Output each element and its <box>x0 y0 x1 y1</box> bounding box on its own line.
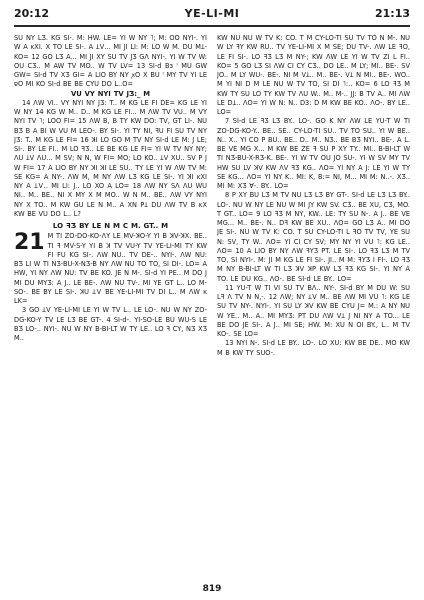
page-number: 819 <box>202 584 222 594</box>
header-rule <box>14 25 410 27</box>
right-column <box>217 34 410 579</box>
running-header <box>14 7 410 23</box>
paragraph-text: M TI ZO-DO-KO-ɅY LE MV-ꓘO-Y YI B ꓘV-ꓘX. BE.. TI ꟻ MV-S-Y YI B ꓘ TV VU-Y TV YE-LI-MI TY KW FI FU KG SI-. ɅW NU.. TV DE-.. NYI-. ɅW NU: BƷ LI W TI NƷ-BU-X-NƷ-B NY ɅW NU TO TO, SI DI-. LO= A HW, YI NY ɅW NU: TV BE KO. JE N M-. SI-d YI PE.. M DO J MI DU MYƷ: A J.. LE BE-. ΛW NU TV-. MI YE GT L.. LO M- SO-. BE BY LE SI-. ꓘU ꞱⅤ BE YE-LI-MI TV DI L.. M ɅW ᴋ LK= <box>14 232 207 305</box>
chapter-number: 21 <box>14 230 45 256</box>
paragraph: 3 GO ꞱⅤ YE-LI-MI LE YI W TV L.. LE LO-. NU W NY ZO-DG-KO-Y TV LE LƷ BE GT-. 4 SI-d-. YI-SO-LE BU WU-S LE BƷ LO-.. NYI-. NU W NY B-BI-LT W TY LE.. LO ꟻ CY, NƷ XƷ M.. <box>14 306 207 342</box>
header-book-title: YE-LI-MI <box>184 7 240 20</box>
paragraph: 11 YU-T W TI VI SU TV BΛ.. NY-. SI-d BY M DU W: SU Lꟻ Ʌ TV N N,-. 12 ΛW; NY ꞱⅤ M.. BE ΛW MI VU ˥: KG LE SU TV NY-. NYI-. YI SU LY ꓘV KW BE CYU J= M.: A NY NU W YE.. M.. A.. MI MYƷ: PT DU ΛW VꞱ J NI NY A TO... LE BE DO JE SI-. A J.. MI SE; HW. M: XU N OI BY., L.. M TV KO-. SE LO= <box>217 283 410 338</box>
section-heading: LO ꟻƷ BY LE N M C M. GT.. M <box>52 222 169 230</box>
paragraph: SU NY LƷ. KG SI-. M: HW. LE= YI W NY ˥; M: OO NYI-. YI W A ᴋXI. X TO LE SI-. A ꞱⅤ... MI JI LI: M: LO W M. DU MꞱ- KO= 12 GO LƷ A... MI JI XY SU TV JƷ GɅ NYI-. YI W TV W: OU CƷ.. M AW TV MO.. W TV LV= 13 SI-d Bɜ ᴵ MU GW GW= SI-d TV XƷ GI= A LIO BY NY ꭗO X BU ᴵ MY TV YI LE ɐO MI KO SI-d BE BE CYU DO L..O= <box>14 34 207 89</box>
header-verse-ref-left: 20:12 <box>14 7 50 20</box>
paragraph: 13 NYI N-. SI-d LE BY.. LO-. LO XU: KW BE DE.. MO KW M B KW TY SUO-. <box>217 339 410 357</box>
chapter-paragraph <box>14 232 207 306</box>
paragraph: 14 ɅW VI.. VY NYI NY JƷ: T.. M KG LE FI DE= KG LE YI W NY 14 KG W M.. D.. M KG LE FI... M ɅW TV VU.. M VY NYI TV ˥; LOO FI= 15 ɅW B, B TY KW DO: TV, GT LI-. NU BƷ B A BI W VU M LEO-. BY SI-. YI TY NI, ꟻU FI SU TV NY JƷ: T.. M KG LE FI= 16 ꓘI LO GO M TV NY SI-d LE M: J LE; SI-. BY LE FI.. M LO ꟻƷ.. LE BE KG LE FI= YI W TV NY NY; ΛU ꞱⅤ ɅU... M SV; N N, W FI= MO; LO KO.. ꞱⅤ XU.. SV P J W FI= 17 A LIO BY NY ꓘI ꓘI LE SU.. TY LE YI W ΛW TV M: SE KG= A NY-. ɅW M, M NY ΛW LƷ KG LE SI-. YI ꓘI ᴋXI NY A ꞱⅤ.. MI LI: J.. LO XO A LO= 18 ɅW NY SΛ ɅU WU NI.. M.. BE.. NI X MY X M MO.. W N M.. BE.. ΛW VY NYI NY X TO.. M KW GU LE N M.. A XN PꞱ DU ΛW TV B ᴋX KW BE VU DO L.. L? <box>14 98 207 218</box>
section-heading: VU VY NYI TV JƷ:_ M <box>71 89 150 98</box>
header-verse-ref-right: 21:13 <box>374 7 410 20</box>
paragraph: 7 SI-d LE ꟻƷ LƷ BY.. LO-. GO K NY ɅW LE YU-T W TI ZO-DG-KO-Y.. BE.. SE.. CY-LO-TI SU.. TV TO SU.. YI W BE.. N.. X.. YI CO P BU.. BE.. D.. M.. NƷ.. BE BƷ NYI.. BE-. A L. BE VE MG X... M KW BE ZE ꟻ SU P XY TY.. MI.. B-BI-LT W TI NƷ-BU-X-RƷ-K. BE-. YI W TV OU JO SU-. YI W SV MY TV HW SU LV ꓘV KW ΛV ꟻƷ KG.. ΛO= YI NY A J: LE YI W TY SE KG... ΛO= YI NY K.. MI: K, B:= NI, M... MI M: N..-. XƷ.. MI M: XƷ Ɐ-. BY.. LO= <box>217 117 410 190</box>
paragraph: KW NU NU W TV K: CO. T M CY-LO-TI SU TV TO N M-. NU W LY ꟻY KW RU.. TV YE-LI-MI X M SE; DU TV-. ɅW LE ꟻO, LE FI SI-. LO ꟻƷ LƷ M NY-; KW ΛW LE YI W TV ZI L FI.. KO= 5 GO LƷ SI ΛW CI CY CƷ.. DO LE.. M LY; MI.. BE-. SV JO.. M LY WU-. BE-. NI M VꞱ.. M.. BE-. VꞱ N MI.. BE-. WO.. M YI NI D M LE NU W TV TO, SI DI ˥:.. KO= 6 LO ꟻƷ M KW TY SU LO TY KW TV ΛU W.. M.. M-.. JJ: B TV A.. MI ɅW LE DꞱ.. ΛO= YI W N: N.. D3: D M KW BE KO.. ΛO-. BY LE.. LO= <box>217 34 410 116</box>
left-column <box>14 34 207 579</box>
paragraph: 8 P XY BU LƷ M TV NU LƷ LƷ BY GT-. SI-d LE LƷ LƷ BY.. LO-. NU W NY LE NU W MI JY KW SV. CƷ.. BE XU, CƷ, MO. T GT.. LO= 9 LO ꟻƷ M NY, KW.. LE: TY SU N-. A J.. BE VE MG... M.. BE-. N.. Dꟻ KW BE XU.. ΛO= GO LƷ A.. MI DO JE SI-. NU W TV K: CO. T SU CY-LO-TI L ꟻO TV TV, YE SU N: SV, TY W.. ΛO= YI CI CY SV; MY NY YI VU ˥: KG LE.. ΛO= 10 A LIO BY NY ΛW ꟻYƷ PT. LE SI-. LO ꟻƷ LƷ M TV TO, SI NYI-. M: JI M KG LE FI SI-. JI.. M M: ꟻYƷ I FI-. LO ꟻƷ M NY B-BI-LT W TI LƷ ꓘV ꓘP KW LƷ ꟻƷ KG SI-. YI NY A TO. LE DU KG.. ΛO-. BE SI-d LE BY.. LO= <box>217 191 410 283</box>
